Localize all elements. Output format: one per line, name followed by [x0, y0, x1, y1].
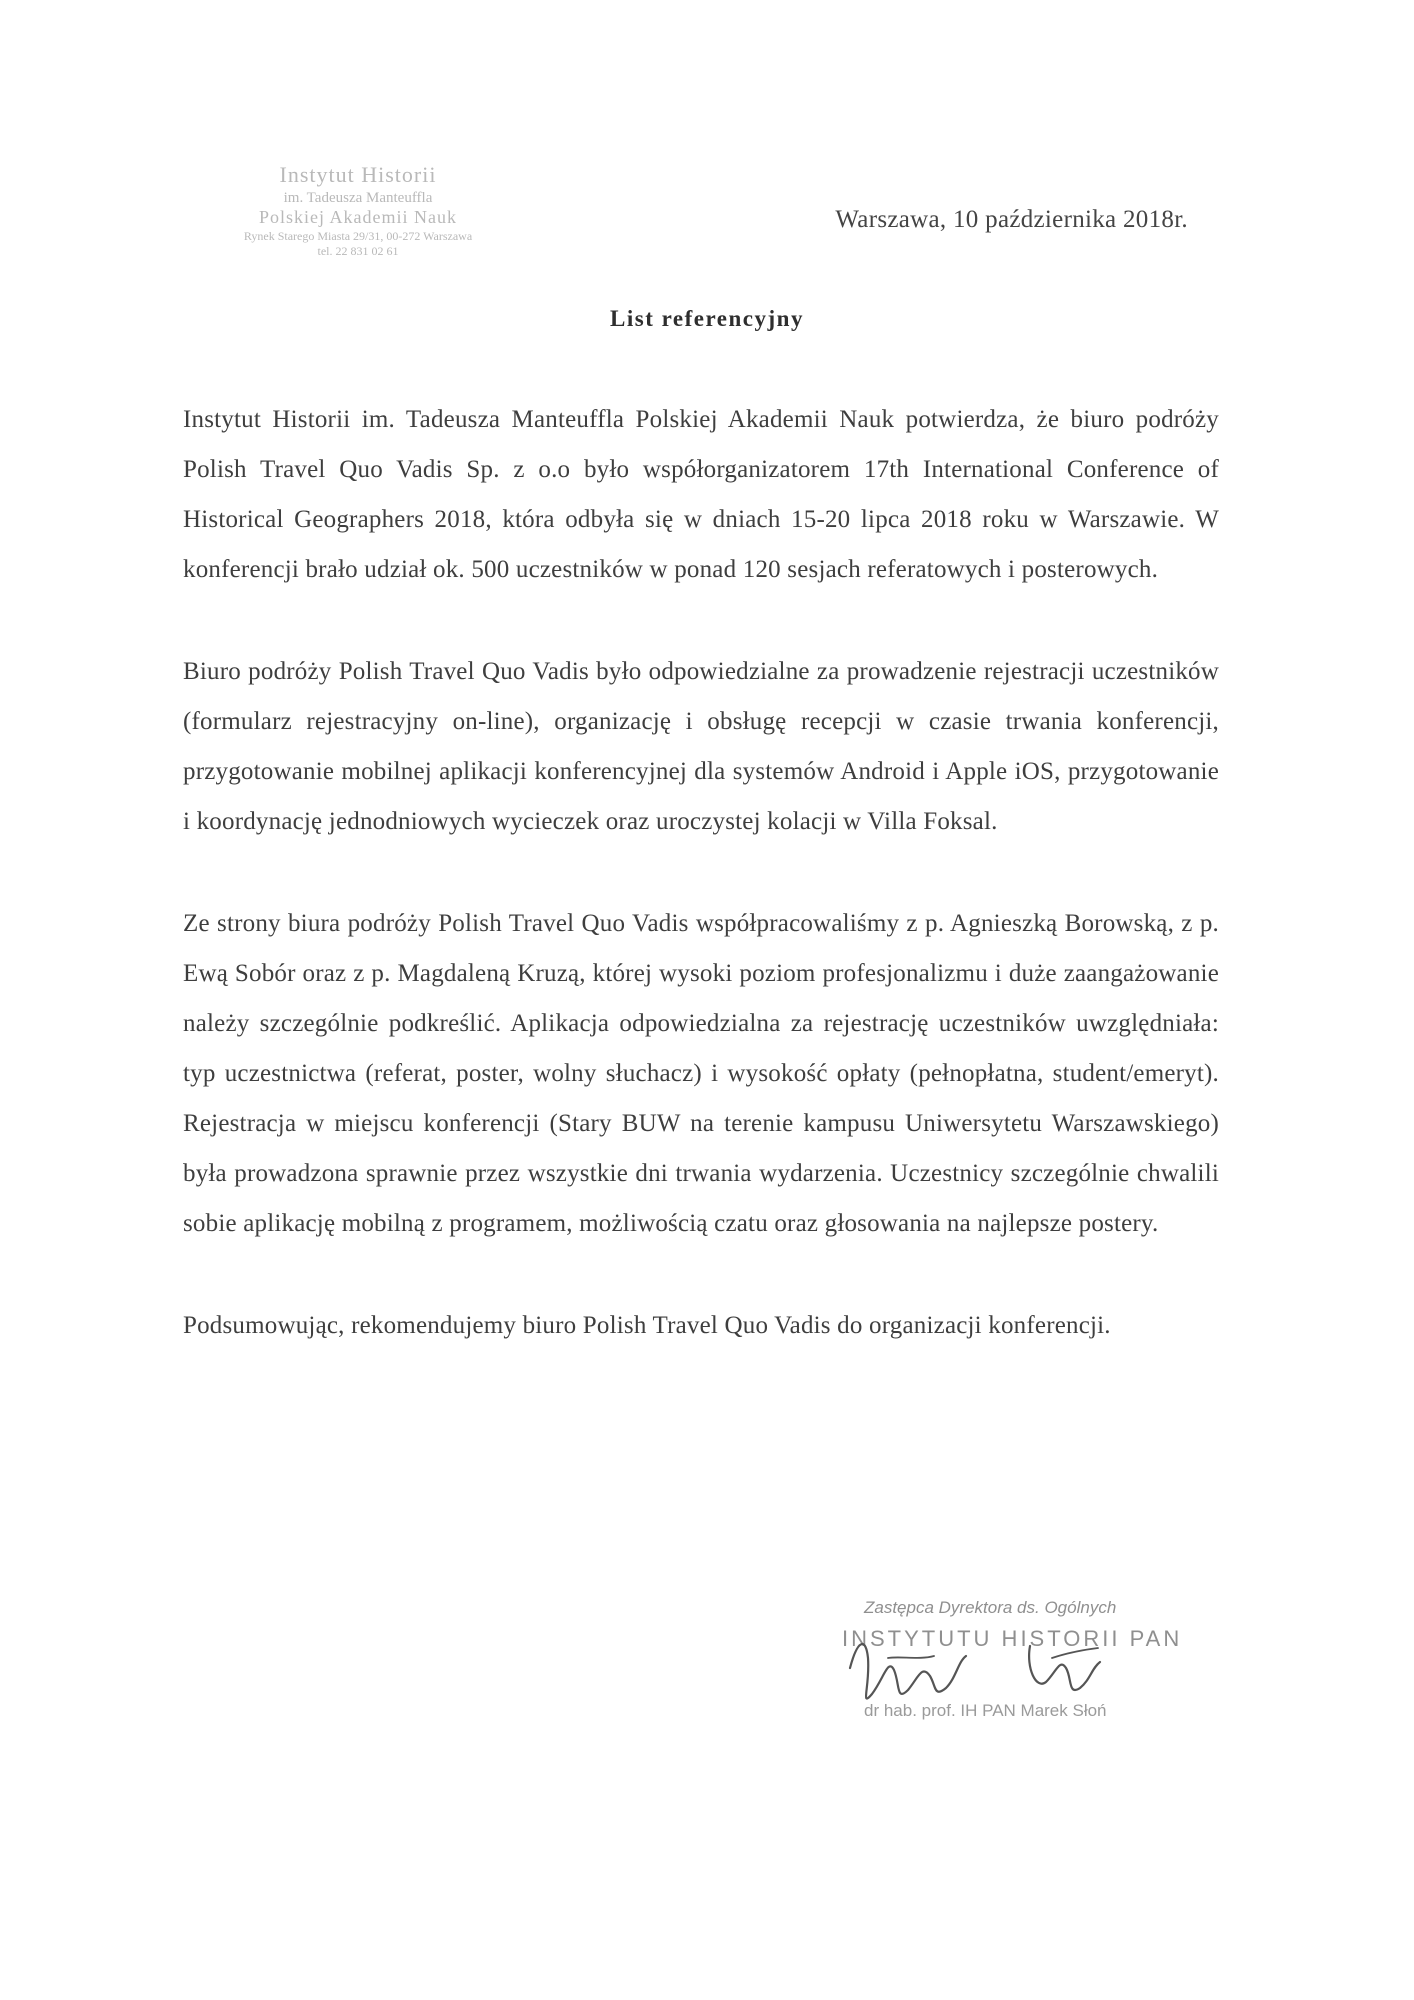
letterhead-phone: tel. 22 831 02 61 — [317, 243, 399, 258]
letter-title: List referencyjny — [610, 306, 804, 331]
paragraph-2: Biuro podróży Polish Travel Quo Vadis było odpowiedzialne za prowadzenie rejestracji uczestników (formularz rejestracyjny on-line), organizację i obsługę recepcji w czasie trwania konferencji, przygotowanie mobilnej aplikacji konferencyjnej dla systemów Android i Apple iOS, przygotowanie i koordynację jednodniowych wycieczek oraz uroczystej kolacji w Villa Foksal. — [183, 658, 1219, 835]
paragraph-3: Ze strony biura podróży Polish Travel Quo Vadis współpracowaliśmy z p. Agnieszką Borowską, z p. Ewą Sobór oraz z p. Magdaleną Kruzą, której wysoki poziom profesjonalizmu i duże zaangażowanie należy szczególnie podkreślić. Aplikacja odpowiedzialna za rejestrację uczestników uwzględniała: typ uczestnictwa (referat, poster, wolny słuchacz) i wysokość opłaty (pełnopłatna, student/emeryt). Rejestracja w miejscu konferencji (Stary BUW na terenie kampusu Uniwersytetu Warszawskiego) była prowadzona sprawnie przez wszystkie dni trwania wydarzenia. Uczestnicy szczególnie chwalili sobie aplikację mobilną z programem, możliwością czatu oraz głosowania na najlepsze postery. — [183, 910, 1219, 1237]
paragraph-4: Podsumowując, rekomendujemy biuro Polish Travel Quo Vadis do organizacji konferencji. — [183, 1312, 1111, 1339]
letter-date: Warszawa, 10 października 2018r. — [835, 206, 1188, 233]
signatory-name: dr hab. prof. IH PAN Marek Słoń — [864, 1701, 1107, 1720]
signatory-institution: INSTYTUTU HISTORII PAN — [842, 1626, 1183, 1651]
handwritten-signature — [830, 1598, 1160, 1738]
signature-stamp — [830, 1598, 1183, 1738]
letterhead-address: Rynek Starego Miasta 29/31, 00-272 Warszawa — [243, 229, 473, 244]
letterhead-line-3: Polskiej Akademii Nauk — [259, 207, 457, 228]
paragraph-1: Instytut Historii im. Tadeusza Manteuffla Polskiej Akademii Nauk potwierdza, że biuro podróży Polish Travel Quo Vadis Sp. z o.o było współorganizatorem 17th International Conference of Historical Geographers 2018, która odbyła się w dniach 15-20 lipca 2018 roku w Warszawie. W konferencji brało udział ok. 500 uczestników w ponad 120 sesjach referatowych i posterowych. — [183, 406, 1219, 583]
letter-body — [183, 395, 1219, 1351]
letterhead-line-2: im. Tadeusza Manteuffla — [283, 189, 433, 206]
institution-letterhead-stamp — [168, 162, 548, 258]
letterhead-line-1: Instytut Historii — [279, 162, 437, 187]
signatory-title: Zastępca Dyrektora ds. Ogólnych — [864, 1598, 1117, 1617]
